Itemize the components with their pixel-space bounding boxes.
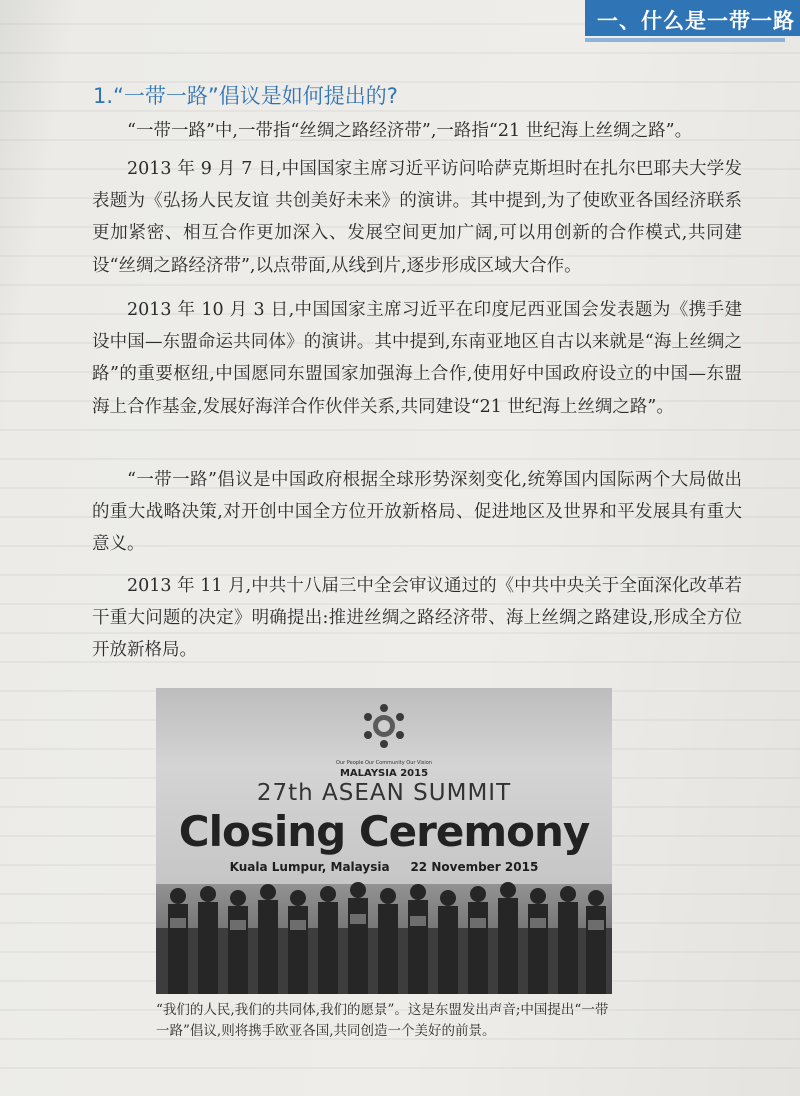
- photo-logo-text: MALAYSIA 2015: [339, 768, 429, 779]
- section-header-band: [585, 0, 800, 36]
- body-paragraph: “一带一路”中,一带指“丝绸之路经济带”,一路指“21 世纪海上丝绸之路”。: [127, 121, 693, 141]
- photo-location: Kuala Lumpur, Malaysia: [229, 860, 390, 874]
- header-rule: [585, 38, 785, 42]
- photo-date: 22 November 2015: [410, 860, 539, 874]
- question-heading: 1.“一带一路”倡议是如何提出的?: [93, 84, 398, 108]
- summit-photo: [156, 688, 612, 994]
- body-paragraph: 2013 年 9 月 7 日,中国国家主席习近平访问哈萨克斯坦时在扎尔巴耶夫大学发表题为《弘扬人民友谊 共创美好未来》的演讲。其中提到,为了使欧亚各国经济联系更加紧密、相互合作更加深入、发展空间更加广阔,可以用创新的合作模式,共同建设“丝绸之路经济带”,以点带面,从线到片,逐步形成区域大合作。: [92, 159, 742, 276]
- body-paragraph: “一带一路”倡议是中国政府根据全球形势深刻变化,统筹国内国际两个大局做出的重大战略决策,对开创中国全方位开放新格局、促进地区及世界和平发展具有重大意义。: [92, 470, 742, 555]
- photo-caption: “我们的人民,我们的共同体,我们的愿景”。这是东盟发出声音;中国提出“一带一路”倡议,则将携手欧亚各国,共同创造一个美好的前景。: [156, 1002, 609, 1039]
- asean-malaysia-logo-icon: [360, 702, 408, 750]
- photo-summit-title: 27th ASEAN SUMMIT: [256, 780, 512, 806]
- body-paragraph: 2013 年 11 月,中共十八届三中全会审议通过的《中共中央关于全面深化改革若干重大问题的决定》明确提出:推进丝绸之路经济带、海上丝绸之路建设,形成全方位开放新格局。: [92, 576, 742, 661]
- body-paragraph: 2013 年 10 月 3 日,中国国家主席习近平在印度尼西亚国会发表题为《携手建设中国—东盟命运共同体》的演讲。其中提到,东南亚地区自古以来就是“海上丝绸之路”的重要枢纽,中国愿同东盟国家加强海上合作,使用好中国政府设立的中国—东盟海上合作基金,发展好海洋合作伙伴关系,共同建设“21 世纪海上丝绸之路”。: [92, 300, 742, 417]
- performers-group: [156, 868, 612, 994]
- photo-ceremony-title: Closing Ceremony: [178, 807, 590, 856]
- photo-tagline: Our People Our Community Our Vision: [336, 760, 432, 766]
- section-header-label: 一、什么是一带一路: [597, 9, 795, 33]
